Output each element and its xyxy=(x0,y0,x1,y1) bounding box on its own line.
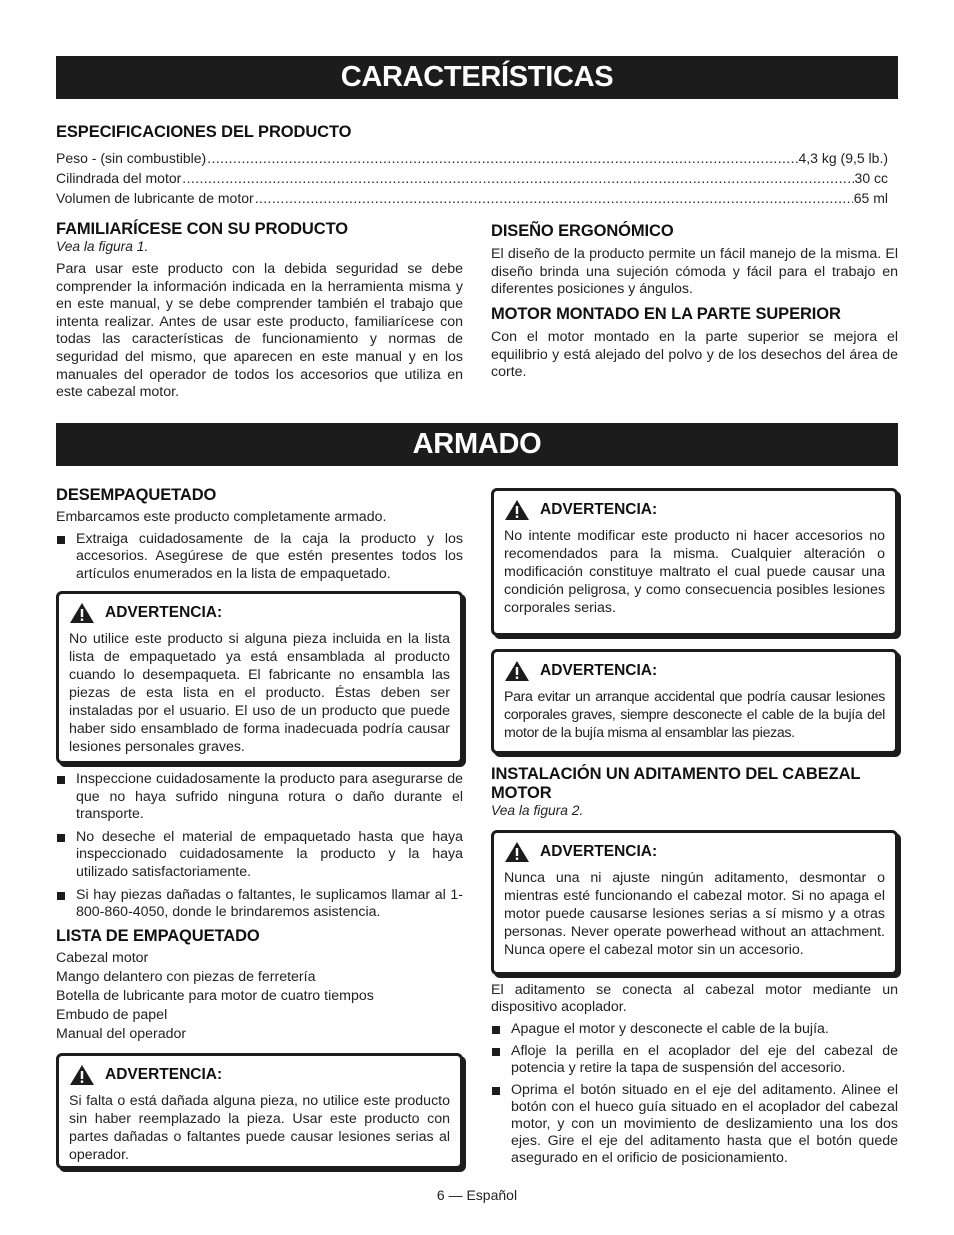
diseno-section xyxy=(491,222,898,299)
specs-section xyxy=(56,123,888,208)
warning-triangle-icon xyxy=(69,602,95,624)
list-item: Si hay piezas dañadas o faltantes, le suplicamos llamar al 1-800-860-4050, donde le brindaremos asistencia. xyxy=(56,887,463,922)
familiarice-text: Para usar este producto con la debida seguridad se debe comprender la información indicada en la herramienta misma y en este manual, y se debe comprender también el trabajo que intenta realizar. Antes de usar este producto, familiarícese con todas las características de funcionamiento y normas de seguridad del mismo, que aparecen en este manual y en los manuales del operador de todos los accesorios que utiliza en este cabezal motor. xyxy=(56,261,463,401)
warning-box xyxy=(491,649,898,754)
desempaquetado-intro: Embarcamos este producto completamente armado. xyxy=(56,509,387,525)
warning-title: ADVERTENCIA: xyxy=(105,1066,223,1083)
warning-box xyxy=(491,488,898,636)
figure-reference: Vea la figura 1. xyxy=(56,239,149,254)
banner-caracteristicas: CARACTERÍSTICAS xyxy=(56,56,898,99)
motor-superior-text: Con el motor montado en la parte superior se mejora el equilibrio y está alejado del polvo y de los desechos del área de corte. xyxy=(491,329,898,381)
list-item: Embudo de papel xyxy=(56,1007,168,1023)
desempaquetado-title: DESEMPAQUETADO xyxy=(56,486,217,504)
warning-triangle-icon xyxy=(504,499,530,521)
list-item: Afloje la perilla en el acoplador del eje del cabezal de potencia y retire la tapa de suspensión del accesorio. xyxy=(491,1043,898,1077)
spec-row xyxy=(56,188,888,208)
warning-title: ADVERTENCIA: xyxy=(105,604,223,621)
instalacion-title: INSTALACIÓN UN ADITAMENTO DEL CABEZAL MOTOR xyxy=(491,765,861,802)
familiarice-title: FAMILIARÍCESE CON SU PRODUCTO xyxy=(56,220,348,238)
list-item: Mango delantero con piezas de ferretería xyxy=(56,969,316,985)
spec-value: 65 ml xyxy=(853,190,888,206)
list-item: Oprima el botón situado en el eje del aditamento. Alinee el botón con el hueco guía situado en el acoplador del cabezal motor, y con un movimiento de deslizamiento una los dos ejes. Gire el eje del aditamento hasta que el botón quede asegurado en el orificio de posicionamiento. xyxy=(491,1082,898,1167)
diseno-title: DISEÑO ERGONÓMICO xyxy=(491,222,674,240)
warning-triangle-icon xyxy=(69,1064,95,1086)
warning-box xyxy=(56,1053,463,1169)
warning-box xyxy=(491,830,898,975)
warning-text: Nunca una ni ajuste ningún aditamento, desmontar o mientras esté funcionando el cabezal motor. Si no apaga el motor puede causarse lesiones serias a sí mismo y a otras personas. Never operate powerhead without an attachment. Nunca opere el cabezal motor sin un accesorio. xyxy=(504,870,885,958)
diseno-text: El diseño de la producto permite un fácil manejo de la misma. El diseño brinda una sujeción cómoda y fácil para el trabajo en diferentes posiciones y ángulos. xyxy=(491,246,898,298)
desempaquetado-section xyxy=(56,486,463,583)
warning-title: ADVERTENCIA: xyxy=(540,843,658,860)
desempaquetado-bullets xyxy=(56,771,463,922)
spec-label: Cilindrada del motor xyxy=(56,170,182,186)
motor-superior-section xyxy=(491,305,898,382)
list-item: Apague el motor y desconecte el cable de la bujía. xyxy=(491,1021,898,1038)
spec-leader xyxy=(182,168,853,188)
lista-title: LISTA DE EMPAQUETADO xyxy=(56,927,260,945)
spec-leader xyxy=(255,188,853,208)
spec-value: 30 cc xyxy=(854,170,888,186)
spec-label: Peso - (sin combustible) xyxy=(56,150,207,166)
lista-section xyxy=(56,927,463,1044)
warning-title: ADVERTENCIA: xyxy=(540,662,658,679)
warning-text: Para evitar un arranque accidental que podría causar lesiones corporales graves, siempre desconecte el cable de la bujía del motor de la bujía misma al ensamblar las piezas. xyxy=(504,689,885,741)
spec-value: 4,3 kg (9,5 lb.) xyxy=(798,150,888,166)
list-item: Extraiga cuidadosamente de la caja la producto y los accesorios. Asegúrese de que estén presentes todos los artículos enumerados en la lista de empaquetado. xyxy=(56,531,463,584)
specs-title: ESPECIFICACIONES DEL PRODUCTO xyxy=(56,123,352,141)
warning-text: No utilice este producto si alguna pieza incluida en la lista lista de empaquetado ya está ensamblada al producto cuando lo desempaqueta. El fabricante no ensambla las piezas de esta lista en el producto. Éstas deben ser instaladas por el usuario. El uso de un producto que puede haber sido ensamblado de forma inadecuada podría causar lesiones personales graves. xyxy=(69,631,450,755)
motor-superior-title: MOTOR MONTADO EN LA PARTE SUPERIOR xyxy=(491,305,841,323)
familiarice-section xyxy=(56,220,463,402)
list-item: No deseche el material de empaquetado hasta que haya inspeccionado cuidadosamente la producto y la haya utilizado satisfactoriamente. xyxy=(56,829,463,882)
warning-text: Si falta o está dañada alguna pieza, no utilice este producto sin haber reemplazado la pieza. Usar este producto con partes dañadas o faltantes puede causar lesiones serias al operador. xyxy=(69,1093,450,1163)
warning-title: ADVERTENCIA: xyxy=(540,501,658,518)
instalacion-section xyxy=(491,765,898,819)
warning-triangle-icon xyxy=(504,660,530,682)
spec-label: Volumen de lubricante de motor xyxy=(56,190,254,206)
page-footer: 6 — Español xyxy=(436,1187,518,1203)
spec-row xyxy=(56,168,888,188)
figure-reference: Vea la figura 2. xyxy=(491,803,584,818)
list-item: Inspeccione cuidadosamente la producto para asegurarse de que no haya sufrido ninguna rotura o daño durante el transporte. xyxy=(56,771,463,824)
list-item: Cabezal motor xyxy=(56,950,149,966)
list-item: Botella de lubricante para motor de cuatro tiempos xyxy=(56,988,374,1004)
spec-leader xyxy=(207,148,797,168)
instalacion-body xyxy=(491,982,898,1167)
warning-text: No intente modificar este producto ni hacer accesorios no recomendados para la misma. Cualquier alteración o modificación constituye maltrato el cual puede causar una condición peligrosa, y como consecuencia posibles lesiones corporales serias. xyxy=(504,528,885,616)
instalacion-intro: El aditamento se conecta al cabezal motor mediante un dispositivo acoplador. xyxy=(491,982,898,1015)
banner-armado: ARMADO xyxy=(56,423,898,466)
list-item: Manual del operador xyxy=(56,1026,187,1042)
warning-triangle-icon xyxy=(504,841,530,863)
warning-box xyxy=(56,591,463,764)
spec-row xyxy=(56,148,888,168)
